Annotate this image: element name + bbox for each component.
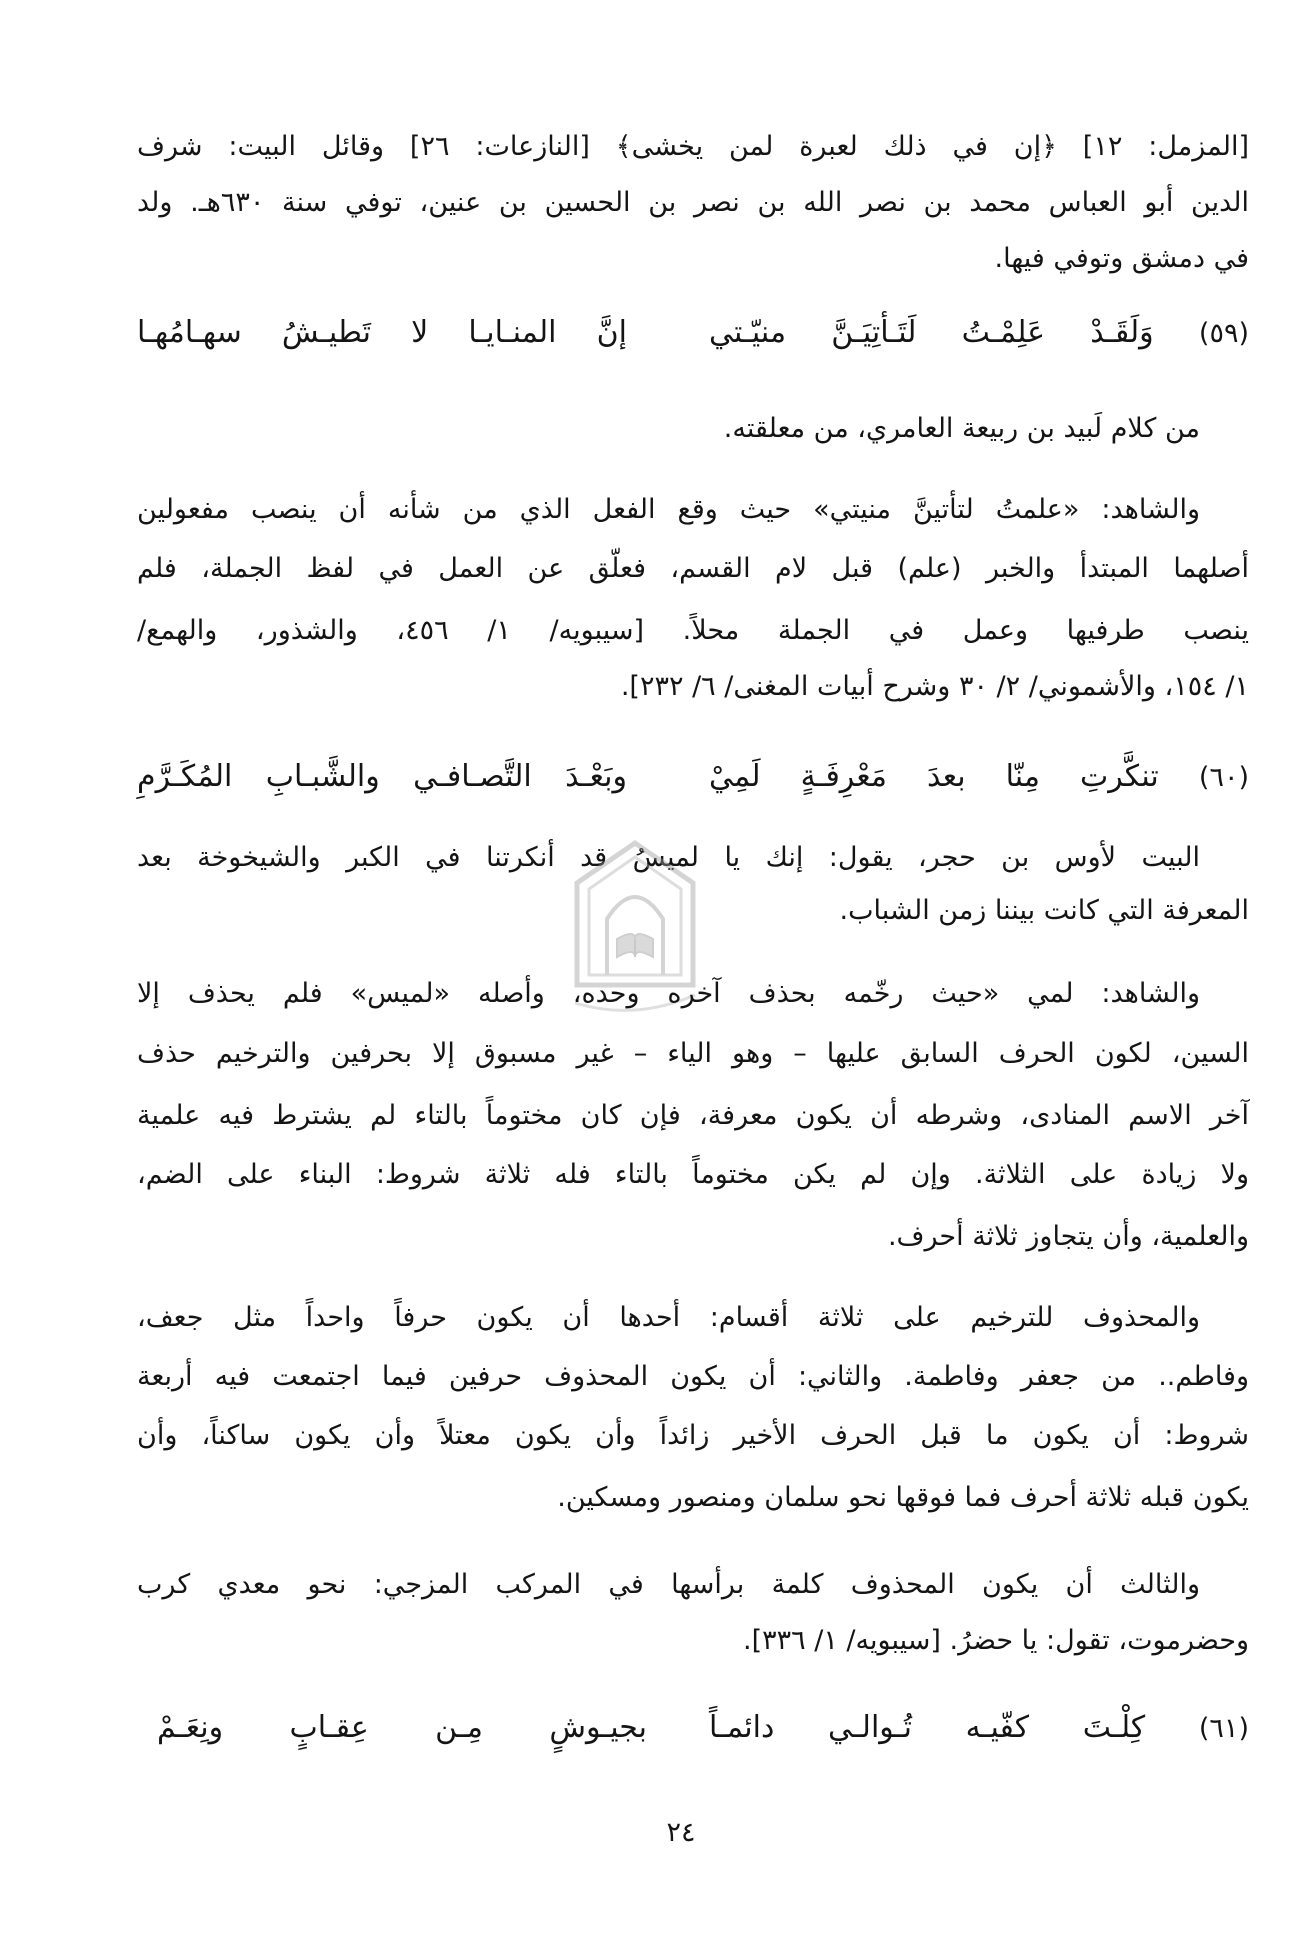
hemistich-second: إنَّ المنـايـا لا تَطيـشُ سهـامُهـا	[137, 315, 627, 350]
commentary-line: والشاهد: «علمتُ لتأتينَّ منيتي» حيث وقع الفعل الذي من شأنه أن ينصب مفعولين	[137, 494, 1200, 525]
commentary-line: السين، لكون الحرف السابق عليها – وهو الياء – غير مسبوق إلا بحرفين والترخيم حذف	[137, 1038, 1249, 1069]
commentary-line: وفاطم.. من جعفر وفاطمة. والثاني: أن يكون المحذوف حرفين فيما اجتمعت فيه أربعة	[137, 1361, 1249, 1392]
hemistich-second: وبَعْـدَ التَّصـافـي والشَّبـابِ المُكَـرَّمِ	[137, 759, 627, 794]
intro-line: [المزمل: ١٢] ﴿إن في ذلك لعبرة لمن يخشى﴾ [النازعات: ٢٦] وقائل البيت: شرف	[137, 131, 1249, 162]
verse-number: (٦٠)	[1198, 762, 1249, 793]
commentary-line: والمحذوف للترخيم على ثلاثة أقسام: أحدها أن يكون حرفاً واحداً مثل جعف،	[137, 1302, 1200, 1333]
hemistich-first	[709, 305, 1249, 362]
commentary-line: يكون قبله ثلاثة أحرف فما فوقها نحو سلمان ومنصور ومسكين.	[557, 1482, 1249, 1513]
commentary-line: ولا زيادة على الثلاثة. وإن لم يكن مختوماً بالتاء فله ثلاثة شروط: البناء على الضم،	[137, 1159, 1249, 1190]
intro-line: في دمشق وتوفي فيها.	[994, 243, 1249, 274]
commentary-line: المعرفة التي كانت بيننا زمن الشباب.	[839, 895, 1249, 926]
commentary-line: أصلهما المبتدأ والخبر (علم) قبل لام القسم، فعلّق عن العمل في لفظ الجملة، فلم	[137, 553, 1249, 584]
page-number: ٢٤	[666, 1817, 696, 1848]
verse-number: (٥٩)	[1198, 318, 1250, 349]
commentary-line: وحضرموت، تقول: يا حضرُ. [سيبويه/ ١/ ٣٣٦].	[743, 1625, 1249, 1656]
commentary-line: البيت لأوس بن حجر، يقول: إنك يا لميسُ قد أنكرتنا في الكبر والشيخوخة بعد	[137, 842, 1200, 873]
commentary-line: ١/ ١٥٤، والأشموني/ ٢/ ٣٠ وشرح أبيات المغنى/ ٦/ ٢٣٢].	[620, 671, 1249, 702]
verse-number: (٦١)	[1198, 1713, 1249, 1744]
hemistich-first	[709, 1700, 1249, 1757]
commentary-line: والعلمية، وأن يتجاوز ثلاثة أحرف.	[887, 1221, 1249, 1252]
hemistich-first-text: وَلَقَـدْ عَلِمْـتُ لَتَـأتِيَـنَّ منيّـتي	[709, 315, 1154, 350]
source-line: من كلام لَبيد بن ربيعة العامري، من معلقته.	[723, 413, 1200, 444]
verse-60	[137, 749, 1249, 805]
commentary-line: آخر الاسم المنادى، وشرطه أن يكون معرفة، فإن كان مختوماً بالتاء لم يشترط فيه علمية	[137, 1100, 1249, 1131]
hemistich-second: بجيـوشٍ مِـن عِقـابٍ ونِعَـمْ	[157, 1710, 647, 1745]
verse-59	[137, 305, 1249, 361]
commentary-line: والشاهد: لمي «حيث رخّمه بحذف آخره وحده، وأصله «لميس» فلم يحذف إلا	[137, 978, 1200, 1009]
hemistich-first	[709, 749, 1249, 806]
commentary-line: والثالث أن يكون المحذوف كلمة برأسها في المركب المزجي: نحو معدي كرب	[137, 1569, 1200, 1600]
intro-line: الدين أبو العباس محمد بن نصر الله بن نصر بن الحسين بن عنين، توفي سنة ٦٣٠هـ. ولد	[137, 187, 1249, 218]
hemistich-first-text: كِلْـتَ كفّيـه تُـوالـي دائمـاً	[709, 1710, 1146, 1745]
commentary-line: شروط: أن يكون ما قبل الحرف الأخير زائداً وأن يكون معتلاً وأن يكون ساكناً، وأن	[137, 1420, 1249, 1451]
hemistich-first-text: تنكَّرتِ مِنّا بعدَ مَعْرِفَـةٍ لَمِيْ	[709, 759, 1159, 794]
commentary-line: ينصب طرفيها وعمل في الجملة محلاً. [سيبويه/ ١/ ٤٥٦، والشذور، والهمع/	[137, 615, 1250, 646]
verse-61	[137, 1700, 1249, 1756]
